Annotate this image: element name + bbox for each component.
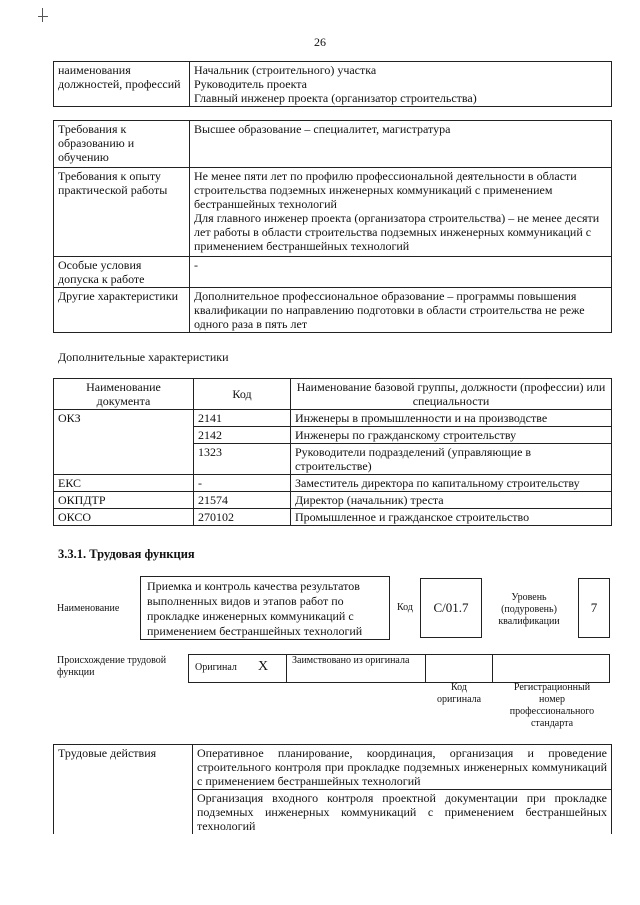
code-cell: - (194, 475, 291, 492)
labor-actions-label: Трудовые действия (54, 745, 193, 835)
other-value: Дополнительное профессиональное образование – программы повышения квалификации по направлению подготовки в области строительства не реже одного раза в пять лет (190, 288, 612, 333)
header-code: Код (194, 379, 291, 410)
labor-action-item: Организация входного контроля проектной документации при прокладке подземных инженерных коммуникаций с применением бестраншейных технологий (193, 790, 612, 835)
experience-text-2: Для главного инженер проекта (организатора строительства) – не менее десяти лет работы в области строительства подземных инженерных коммуникаций с применением бестраншейных технологий (194, 211, 600, 253)
divider (425, 654, 426, 682)
level-value: 7 (590, 600, 598, 615)
original-label: Оригинал (195, 662, 237, 673)
scan-mark (42, 8, 43, 22)
doc-cell: ОКЗ (54, 410, 194, 427)
name-label: Наименование (57, 603, 120, 614)
origin-label: Происхождение трудовой функции (57, 655, 167, 678)
code-cell: 1323 (194, 444, 291, 475)
name-cell: Инженеры в промышленности и на производстве (291, 410, 612, 427)
code-value: C/01.7 (433, 600, 469, 615)
position-item: Начальник (строительного) участка (194, 63, 377, 77)
header-name: Наименование базовой группы, должности (профессии) или специальности (291, 379, 612, 410)
level-label: Уровень (подуровень) квалификации (498, 592, 560, 627)
position-item: Руководитель проекта (194, 77, 307, 91)
function-name-box (140, 576, 390, 640)
classification-table (53, 378, 612, 526)
section-title: 3.3.1. Трудовая функция (58, 547, 195, 561)
conditions-value: - (190, 257, 612, 288)
name-cell: Промышленное и гражданское строительство (291, 509, 612, 526)
reg-number-label: Регистрационный номер профессионального стандарта (509, 682, 595, 729)
doc-cell: ОКПДТР (54, 492, 194, 509)
positions-values (190, 62, 612, 107)
function-name: Приемка и контроль качества результатов выполненных видов и этапов работ по прокладке инженерных коммуникаций с применением бестраншейных технологий (147, 579, 363, 638)
education-label: Требования к образованию и обучению (54, 121, 190, 168)
divider (492, 654, 493, 682)
requirements-table (53, 120, 612, 333)
name-cell: Инженеры по гражданскому строительству (291, 427, 612, 444)
divider (286, 654, 287, 682)
borrowed-label: Заимствовано из оригинала (292, 655, 410, 666)
name-cell: Директор (начальник) треста (291, 492, 612, 509)
code-box (420, 578, 482, 638)
code-label: Код (397, 602, 413, 613)
original-mark: X (258, 659, 269, 674)
doc-cell (54, 444, 194, 475)
education-value: Высшее образование – специалитет, магистратура (190, 121, 612, 168)
code-cell: 2142 (194, 427, 291, 444)
doc-cell (54, 427, 194, 444)
doc-cell: ОКСО (54, 509, 194, 526)
conditions-label: Особые условия допуска к работе (54, 257, 190, 288)
code-cell: 2141 (194, 410, 291, 427)
positions-label: наименования должностей, профессий (54, 62, 190, 107)
labor-action-item: Оперативное планирование, координация, организация и проведение строительного контроля при прокладке подземных инженерных коммуникаций с применением бестраншейных технологий (193, 745, 612, 790)
header-doc: Наименование документа (54, 379, 194, 410)
labor-actions-table (53, 744, 612, 834)
code-original-label: Код оригинала (436, 682, 482, 705)
code-cell: 21574 (194, 492, 291, 509)
experience-label: Требования к опыту практической работы (54, 168, 190, 257)
level-box (578, 578, 610, 638)
scan-mark (38, 16, 48, 17)
extra-heading: Дополнительные характеристики (58, 350, 229, 364)
code-cell: 270102 (194, 509, 291, 526)
name-cell: Руководители подразделений (управляющие в строительстве) (291, 444, 612, 475)
experience-text: Не менее пяти лет по профилю профессиональной деятельности в области строительства подземных инженерных коммуникаций с применением бестраншейных технологий (194, 169, 577, 211)
position-item: Главный инженер проекта (организатор строительства) (194, 91, 477, 105)
page-number: 26 (314, 35, 326, 49)
experience-value (190, 168, 612, 257)
positions-table (53, 61, 612, 107)
doc-cell: ЕКС (54, 475, 194, 492)
other-label: Другие характеристики (54, 288, 190, 333)
name-cell: Заместитель директора по капитальному строительству (291, 475, 612, 492)
